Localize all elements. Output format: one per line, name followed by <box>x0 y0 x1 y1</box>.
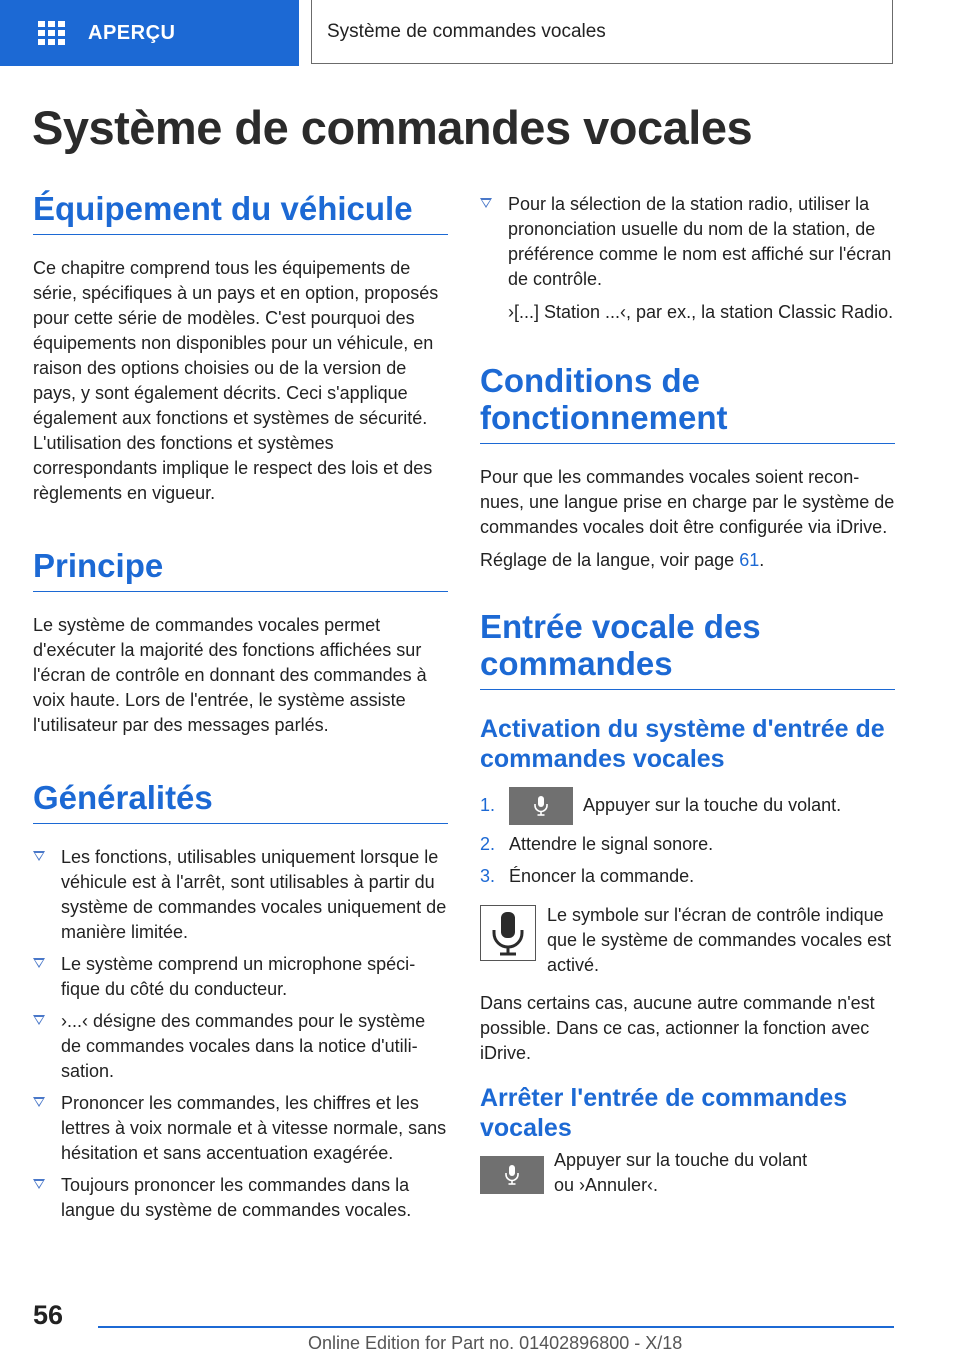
equipment-text: Ce chapitre comprend tous les équipements de série, spécifiques à un pays et en option, proposés pour cette série de modèles. C'est pourquoi des équipements non disponibles pour un véhicule, en raison des options choisies ou de la version de pays, y sont également décrits. Ceci s'applique également aux fonctions et systèmes de sécurité. L'utilisation des fonctions et systèmes correspondants implique le respect des lois et des règlements en vigueur. <box>33 258 439 503</box>
triangle-bullet-icon <box>480 198 492 208</box>
stop-heading: Arrêter l'entrée de commandes vocales <box>480 1084 848 1143</box>
list-item: 3. Énoncer la commande. <box>480 866 695 887</box>
footer-edition: Online Edition for Part no. 01402896800 - X/18 <box>308 1333 683 1353</box>
page-number: 56 <box>33 1300 64 1330</box>
symbol-note-block <box>480 903 895 978</box>
conditions-text: Pour que les commandes vocales soient reconnues, une langue prise en charge par le système de commandes vocales doit être configurée via iDrive. <box>480 467 895 537</box>
symbol-note-text: Le symbole sur l'écran de contrôle indique que le système de commandes vocales est activé. <box>547 905 892 976</box>
tab-overview[interactable] <box>0 0 299 66</box>
microphone-icon <box>505 1165 519 1185</box>
general-list <box>33 845 448 1223</box>
stop-block <box>480 1148 895 1200</box>
tab-section-label: Système de commandes vocales <box>327 20 606 42</box>
right-column <box>480 192 895 1200</box>
voice-button-image <box>509 787 573 825</box>
general-heading: Généralités <box>33 779 448 824</box>
triangle-bullet-icon <box>33 958 45 968</box>
stop-text-line1: Appuyer sur la touche du volant <box>554 1150 808 1171</box>
list-item: 2. Attendre le signal sonore. <box>480 834 714 855</box>
triangle-bullet-icon <box>33 851 45 861</box>
list-item: 1. Appuyer sur la touche du volant. <box>480 786 895 825</box>
list-item: Prononcer les commandes, les chiffres et les lettres à voix normale et à vitesse normale, sans hésitation et sans accentuation exagérée. <box>33 1091 448 1166</box>
conditions-heading: Conditions de fonctionnement <box>480 362 895 444</box>
microphone-icon <box>481 906 535 960</box>
steps-list <box>480 786 895 889</box>
stop-text-line2: ou ›Annuler‹. <box>554 1175 659 1196</box>
tab-section[interactable] <box>311 0 893 64</box>
list-item: Les fonctions, utilisables uniquement lorsque le véhicule est à l'arrêt, sont utilisables à partir du système de commandes vocales uniquement de manière limitée. <box>33 845 448 945</box>
activation-heading: Activation du système d'entrée de commandes vocales <box>480 715 885 773</box>
tab-overview-label: APERÇU <box>88 21 176 44</box>
radio-list <box>480 192 895 292</box>
principle-text: Le système de commandes vocales permet d'exécuter la majorité des fonctions affichées sur l'écran de contrôle en donnant des commandes à voix haute. Lors de l'entrée, le système assiste l'utilisateur par des messages parlés. <box>33 615 427 735</box>
triangle-bullet-icon <box>33 1015 45 1025</box>
footer-divider <box>98 1326 894 1328</box>
voice-input-heading: Entrée vocale des commandes <box>480 608 895 690</box>
list-item: ›...‹ désigne des commandes pour le système de commandes vocales dans la notice d'utilisation. <box>33 1009 448 1084</box>
voice-button-image <box>480 1156 544 1194</box>
principle-heading: Principe <box>33 547 448 592</box>
triangle-bullet-icon <box>33 1097 45 1107</box>
list-item: Pour la sélection de la station radio, utiliser la prononciation usuelle du nom de la station, de préférence comme le nom est affiché sur l'écran de contrôle. <box>480 192 895 292</box>
top-navigation <box>0 0 960 66</box>
language-setting-text: Réglage de la langue, voir page 61. <box>480 550 765 570</box>
left-column <box>33 190 448 1223</box>
microphone-icon <box>534 796 548 816</box>
radio-example: ›[...] Station ...‹, par ex., la station Classic Radio. <box>508 302 894 322</box>
list-item: Toujours prononcer les commandes dans la langue du système de commandes vocales. <box>33 1173 448 1223</box>
list-item: Le système comprend un microphone spécifique du côté du conducteur. <box>33 952 448 1002</box>
voice-active-symbol <box>480 905 536 961</box>
page-title: Système de commandes vocales <box>32 101 753 154</box>
grid-menu-icon <box>38 21 66 45</box>
no-other-command-text: Dans certains cas, aucune autre commande n'est possible. Dans ce cas, actionner la fonction avec iDrive. <box>480 993 875 1064</box>
equipment-heading: Équipement du véhicule <box>33 190 448 235</box>
triangle-bullet-icon <box>33 1179 45 1189</box>
page-link[interactable]: 61 <box>739 550 760 570</box>
